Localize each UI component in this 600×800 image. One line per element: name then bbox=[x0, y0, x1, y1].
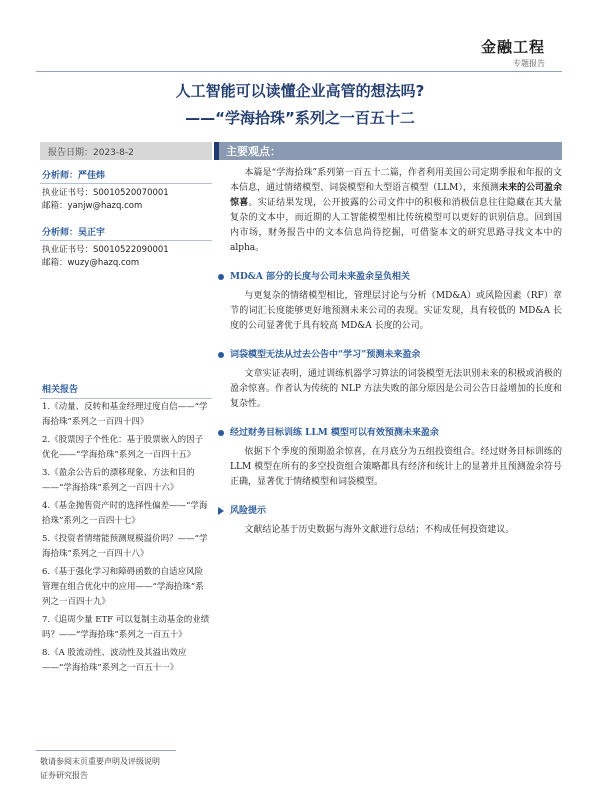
report-type: 专题报告 bbox=[513, 59, 545, 68]
related-report-item[interactable]: 2.《股票因子个性化：基于股票嵌入的因子优化——“学海拾珠”系列之一百四十五》 bbox=[42, 435, 204, 460]
report-subtitle: ——“学海拾珠”系列之一百五十二 bbox=[185, 109, 415, 127]
section-heading-text: 词袋模型无法从过去公告中“学习”预测未来盈余 bbox=[230, 350, 421, 360]
analyst-cert: 执业证书号：S0010520070001 bbox=[42, 188, 169, 198]
section-body: 与更复杂的情绪模型相比，管理层讨论与分析（MD&A）或风险因素（RF）章节的词汇长度能够更好地预测未来公司的表现。实证发现，具有较低的 MD&A 长度的公司显著优于具有较高 MD&A 长度的公司。 bbox=[230, 291, 562, 331]
analyst-name: 分析师：吴正宇 bbox=[40, 219, 212, 241]
report-title: 人工智能可以读懂企业高管的想法吗? bbox=[175, 82, 425, 100]
section-heading bbox=[230, 270, 562, 285]
related-report-item[interactable]: 6.《基于强化学习和障碍函数的自适应风险管理在组合优化中的应用——“学海拾珠”系列之一百四十九》 bbox=[42, 567, 204, 607]
header-divider bbox=[36, 71, 562, 72]
analyst-email[interactable]: 邮箱：wuzy@hazq.com bbox=[42, 258, 140, 268]
section-body: 依据下个季度的预期盈余惊喜，在月底分为五组投资组合。经过财务目标训练的 LLM 模型在所有的多空投资组合策略都具有经济和统计上的显著并且预测盈余符号正确，显著优于情绪模型和词袋模型。 bbox=[230, 447, 562, 487]
analyst-name: 分析师：严佳炜 bbox=[40, 162, 212, 184]
section-heading bbox=[230, 426, 562, 441]
section-heading-text: MD&A 部分的长度与公司未来盈余呈负相关 bbox=[230, 272, 411, 282]
brand-title: 金融工程 bbox=[480, 38, 545, 56]
related-reports-list bbox=[42, 400, 210, 679]
footer-label: 证券研究报告 bbox=[40, 771, 88, 780]
related-report-item[interactable]: 5.《投资者情绪能预测规模溢价吗？——“学海拾珠”系列之一百四十八》 bbox=[42, 534, 208, 559]
analyst-email[interactable]: 邮箱：yanjw@hazq.com bbox=[42, 201, 143, 211]
related-reports-title: 相关报告 bbox=[40, 382, 212, 399]
related-report-item[interactable]: 1.《动量、反转和基金经理过度自信——“学海拾珠”系列之一百四十四》 bbox=[42, 402, 208, 427]
section-heading bbox=[230, 348, 562, 363]
related-report-item[interactable]: 8.《A 股流动性、波动性及其溢出效应——“学海拾珠”系列之一百五十一》 bbox=[42, 648, 187, 673]
intro-text: 本篇是“学海拾珠”系列第一百五十二篇，作者利用美国公司定期季报和年报的文本信息，通过情绪模型、词袋模型和大型语言模型（LLM），来预测 bbox=[230, 168, 562, 193]
related-report-item[interactable]: 4.《基金抛售资产时的选择性偏差——“学海拾珠”系列之一百四十七》 bbox=[42, 501, 208, 526]
intro-highlight: 未来的公司盈余惊喜 bbox=[230, 183, 562, 208]
main-content bbox=[230, 166, 562, 538]
related-report-item[interactable]: 3.《盈余公告后的漂移现象、方法和目的——“学海拾珠”系列之一百四十六》 bbox=[42, 468, 195, 493]
related-report-item[interactable]: 7.《追周少量 ETF 可以复制主动基金的业绩吗？——“学海拾珠”系列之一百五十》 bbox=[42, 615, 210, 640]
footer-divider bbox=[36, 750, 176, 751]
analyst-block bbox=[40, 219, 212, 270]
intro-text-continued: 。实证结果发现，公开披露的公司文件中的积极和消极信息往往隐藏在其大量复杂的文本中，而近期的人工智能模型相比传统模型可以更好的识别信息。回到国内市场，财务报告中的文本信息尚待挖掘，可借鉴本文的研究思路寻找文本中的 alpha。 bbox=[230, 198, 562, 253]
footer-disclaimer: 敬请参阅末页重要声明及评级说明 bbox=[40, 757, 160, 766]
analyst-panel bbox=[40, 162, 212, 276]
bullet-icon bbox=[218, 274, 224, 280]
report-date: 报告日期：2023-8-2 bbox=[40, 142, 212, 160]
section-body: 文章实证表明，通过训练机器学习算法的词袋模型无法识别未来的积极或消极的盈余惊喜。作者认为传统的 NLP 方法失败的部分原因是公司公告日益增加的长度和复杂性。 bbox=[230, 369, 562, 409]
intro-paragraph bbox=[230, 166, 562, 256]
bullet-icon bbox=[218, 430, 224, 436]
risk-body: 文献结论基于历史数据与海外文献进行总结；不构成任何投资建议。 bbox=[244, 525, 515, 535]
risk-heading-text: 风险提示 bbox=[230, 506, 267, 516]
triangle-bullet-icon bbox=[218, 507, 224, 515]
analyst-cert: 执业证书号：S0010522090001 bbox=[42, 245, 169, 255]
key-points-header: 主要观点： bbox=[214, 142, 562, 160]
risk-heading bbox=[230, 504, 562, 519]
section-heading-text: 经过财务目标训练 LLM 模型可以有效预测未来盈余 bbox=[230, 428, 439, 438]
analyst-block bbox=[40, 162, 212, 213]
bullet-icon bbox=[218, 352, 224, 358]
